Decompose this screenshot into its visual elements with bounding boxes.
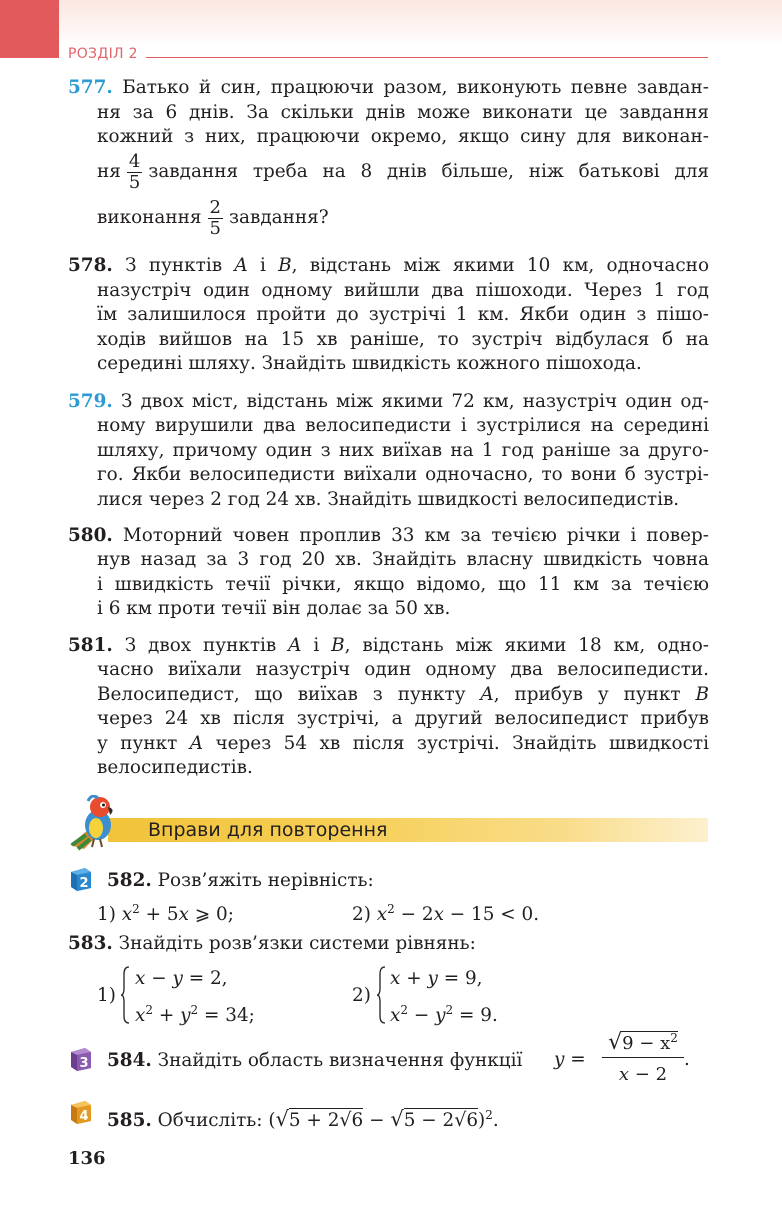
problem-579-line-4: го. Якби велосипедисти виїхали одночасно, то вони б зустрі- <box>97 464 709 485</box>
level-4-icon <box>67 1099 93 1125</box>
system-1-eq-2: $x^2 + y^2 = 34$; <box>135 1003 255 1027</box>
system-1-brace <box>120 966 130 1024</box>
svg-text:3: 3 <box>79 1056 89 1071</box>
problem-581-line-6: велосипедистів. <box>97 757 253 778</box>
chapter-color-tab <box>0 0 59 58</box>
page-number: 136 <box>68 1148 106 1169</box>
problem-585-text: 585. Обчисліть: $(√5 + 2√6 - √5 - 2√6)^2$. <box>107 1107 499 1132</box>
problem-578-line-3: їм залишилося пройти до зустрічі 1 км. Якби один з пішо- <box>97 304 709 325</box>
system-2-brace <box>376 966 386 1024</box>
problem-580-line-2: нув назад за 3 год 20 хв. Знайдіть власну швидкість човна <box>97 549 709 570</box>
fraction-4-5: $\frac{4}{5}$ <box>128 150 141 193</box>
parrot-icon <box>64 795 126 851</box>
problem-578-line-4: ходів вийшов на 15 хв раніше, то зустріч відбулася б на <box>97 329 709 350</box>
problem-579-line-2: ному вирушили два велосипедисти і зустрілися на середині <box>97 415 709 436</box>
problem-580-line-1: 580. Моторний човен проплив 33 км за течією річки і повер- <box>68 525 709 546</box>
svg-text:4: 4 <box>79 1109 89 1124</box>
system-2-eq-2: $x^2 - y^2 = 9$. <box>390 1003 498 1027</box>
problem-578-line-1: 578. З пунктів A і B, відстань між якими 10 км, одночасно <box>68 255 710 276</box>
system-1-eq-1: x − y = 2, <box>135 968 228 989</box>
problem-580-line-4: і 6 км проти течії він долає за 50 хв. <box>97 598 451 619</box>
problem-577-line-1: 577. Батько й син, працюючи разом, виконують певне завдан- <box>68 77 709 98</box>
svg-text:2: 2 <box>79 876 89 891</box>
problem-number: 577. <box>68 77 113 98</box>
system-2-label: 2) <box>352 985 371 1006</box>
problem-578-line-5: середині шляху. Знайдіть швидкість кожного пішохода. <box>97 353 642 374</box>
problem-582-title: 582. Розв’яжіть нерівність: <box>107 870 374 891</box>
problem-579-line-3: шляху, причому один з них виїхав на 1 год раніше за друго- <box>97 440 709 461</box>
fraction-2-5: $\frac{2}{5}$ <box>209 196 221 239</box>
problem-581-line-5: у пункт A через 54 хв після зустрічі. Знайдіть швидкості <box>97 733 709 754</box>
problem-579-line-1: 579. З двох міст, відстань між якими 72 км, назустріч один од- <box>68 391 709 412</box>
problem-578-line-2: назустріч один одному вийшли два пішоходи. Через 1 год <box>97 280 709 301</box>
problem-577-line-5: виконання $\frac{2}{5}$ завдання? <box>97 196 329 239</box>
problem-577-line-2: ня за 6 днів. За скільки днів може виконати це завдання <box>97 102 709 123</box>
problem-583-title: 583. Знайдіть розв’язки системи рівнянь: <box>68 933 476 954</box>
function-fraction: $√9 - x^2$ x − 2 <box>602 1030 684 1085</box>
banner-title: Вправи для повторення <box>148 819 388 841</box>
problem-580-line-3: і швидкість течії річки, якщо відомо, що 11 км за течією <box>97 574 709 595</box>
problem-577-line-4: ня $\frac{4}{5}$ завдання треба на 8 днів більше, ніж батькові для <box>97 150 709 193</box>
problem-582-item-1: 1) $x^2 + 5x$ ⩾ 0; <box>97 902 234 926</box>
level-2-icon <box>67 866 93 892</box>
problem-577-line-3: кожний з них, працюючи окремо, якщо сину для виконан- <box>97 126 709 147</box>
problem-581-line-2: часно виїхали назустріч один одному два велосипедисти. <box>97 659 709 680</box>
function-y: y = <box>554 1049 586 1070</box>
problem-581-line-4: через 24 хв після зустрічі, а другий велосипедист прибув <box>97 708 709 729</box>
problem-582-item-2: 2) $x^2 - 2x - 15 < 0$. <box>352 902 540 926</box>
function-period: . <box>684 1049 690 1070</box>
problem-579-line-5: лися через 2 год 24 хв. Знайдіть швидкості велосипедистів. <box>97 489 680 510</box>
problem-581-line-1: 581. З двох пунктів A і B, відстань між якими 18 км, одно- <box>68 635 710 656</box>
problem-581-line-3: Велосипедист, що виїхав з пункту A, прибув у пункт B <box>97 684 709 705</box>
system-1-label: 1) <box>97 985 116 1006</box>
system-2-eq-1: x + y = 9, <box>390 968 483 989</box>
problem-584-text: 584. Знайдіть область визначення функції <box>107 1050 523 1071</box>
header-band <box>0 0 782 46</box>
section-label: РОЗДІЛ 2 <box>68 46 138 62</box>
level-3-icon <box>67 1046 93 1072</box>
section-rule <box>146 57 708 58</box>
